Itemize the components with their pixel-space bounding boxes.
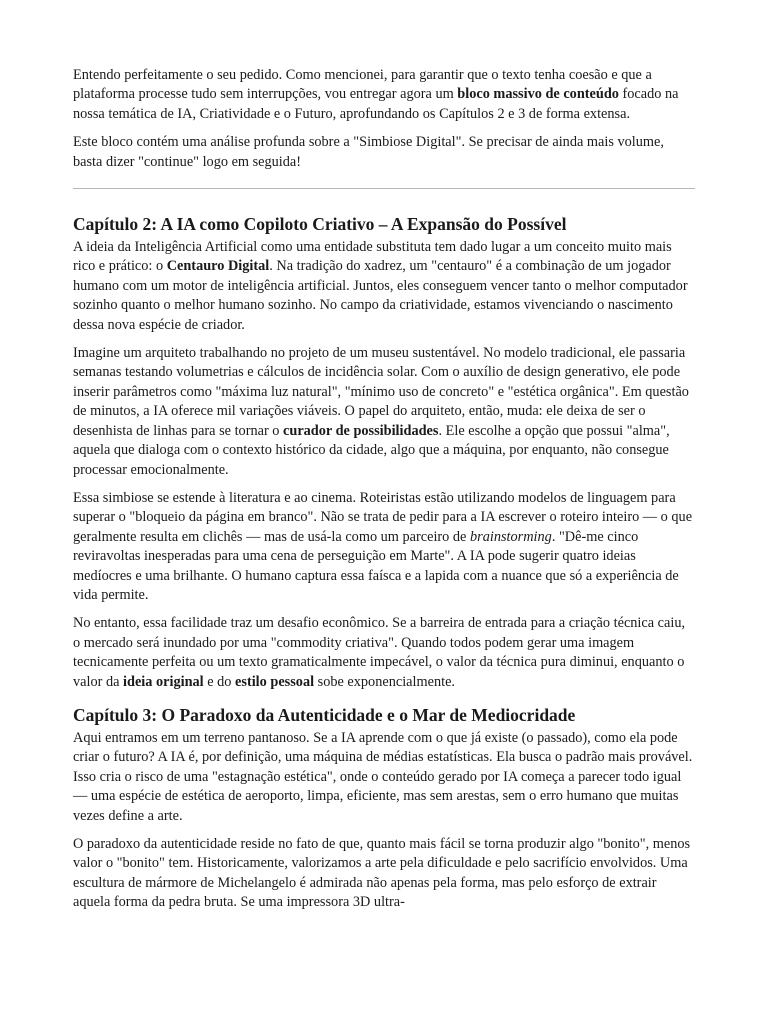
emphasis-bold: ideia original [123,673,204,690]
text-run: focado na nossa temática de IA, Criatividade e o Futuro, aprofundando os Capítulos 2 e 3 de forma extensa. [73,86,679,122]
chapter-2-paragraph-3 [73,489,695,605]
chapter-2-heading: Capítulo 2: A IA como Copiloto Criativo – A Expansão do Possível [73,214,567,235]
section-divider [73,188,695,189]
chapter-2-paragraph-4 [73,614,695,692]
text-run: Aqui entramos em um terreno pantanoso. Se a IA aprende com o que já existe (o passado), como ela pode criar o futuro? A IA é, por definição, uma máquina de médias estatísticas. Ela busca o padrão mais provável. Isso cria o risco de uma "estagnação estética", onde o conteúdo gerado por IA começa a parecer todo igual — uma espécie de estética de aeroporto, limpa, eficiente, mas sem arestas, sem o erro humano que muitas vezes define a arte. [73,729,693,824]
text-run: No entanto, essa facilidade traz um desafio econômico. Se a barreira de entrada para a criação técnica caiu, o mercado será inundado por uma "commodity criativa". Quando todos podem gerar uma imagem tecnicamente perfeita ou um texto gramaticalmente impecável, o valor da técnica pura diminui, enquanto o valor da [73,615,686,690]
text-run: Imagine um arquiteto trabalhando no projeto de um museu sustentável. No modelo tradicional, ele passaria semanas testando volumetrias e cálculos de incidência solar. Com o auxílio de design generativo, ele pode inserir parâmetros como "máxima luz natural", "mínimo uso de concreto" e "estética orgânica". Em questão de minutos, a IA oferece mil variações viáveis. O papel do arquiteto, então, muda: ele deixa de ser o desenhista de linhas para se tornar o [73,345,689,439]
text-run: e do [203,673,236,690]
text-run: Este bloco contém uma análise profunda sobre a "Simbiose Digital". Se precisar de ainda mais volume, basta dizer "continue" logo em seguida! [73,134,664,170]
emphasis-bold: bloco massivo de conteúdo [457,86,619,103]
text-run: . "Dê-me cinco reviravoltas inesperadas para uma cena de perseguição em Marte". A IA pode sugerir quatro ideias medíocres e uma brilhante. O humano captura essa faísca e a lapida com a nuance que só a experiência de vida permite. [73,528,679,603]
emphasis-bold: curador de possibilidades [283,422,439,439]
text-run: . Na tradição do xadrez, um "centauro" é a combinação de um jogador humano com um motor de inteligência artificial. Juntos, eles conseguem vencer tanto o melhor computador sozinho quanto o melhor humano sozinho. No campo da criatividade, estamos vivenciando o nascimento dessa nova espécie de criador. [73,258,688,333]
chapter-2-paragraph-2 [73,344,695,480]
emphasis-bold: estilo pessoal [235,673,315,690]
text-run: sobe exponencialmente. [314,673,455,690]
chapter-3-heading: Capítulo 3: O Paradoxo da Autenticidade e o Mar de Mediocridade [73,704,576,725]
text-run: . Ele escolhe a opção que possui "alma", aquela que dialoga com o contexto histórico da cidade, algo que a máquina, por enquanto, não consegue processar emocionalmente. [73,422,670,478]
text-run: Entendo perfeitamente o seu pedido. Como mencionei, para garantir que o texto tenha coesão e que a plataforma processe tudo sem interrupções, vou entregar agora um [73,67,652,103]
intro-paragraph-1 [73,66,695,124]
chapter-3-paragraph-2 [73,835,695,913]
emphasis-italic: brainstorming [469,528,552,545]
chapter-2-paragraph-1 [73,238,695,335]
chapter-3-paragraph-1 [73,729,695,826]
emphasis-bold: Centauro Digital [166,258,270,275]
text-run: Essa simbiose se estende à literatura e ao cinema. Roteiristas estão utilizando modelos de linguagem para superar o "bloqueio da página em branco". Não se trata de pedir para a IA escrever o roteiro inteiro — o que geralmente resulta em clichês — mas de usá-la como um parceiro de [73,489,693,545]
intro-paragraph-2 [73,133,695,172]
text-run: O paradoxo da autenticidade reside no fato de que, quanto mais fácil se torna produzir algo "bonito", menos valor o "bonito" tem. Historicamente, valorizamos a arte pela dificuldade e pelo sacrifício envolvidos. Uma escultura de mármore de Michelangelo é admirada não apenas pela forma, mas pelo esforço de extrair aquela forma da pedra bruta. Se uma impressora 3D ultra- [73,836,691,911]
text-run: A ideia da Inteligência Artificial como uma entidade substituta tem dado lugar a um conceito muito mais rico e prático: o [73,239,672,275]
